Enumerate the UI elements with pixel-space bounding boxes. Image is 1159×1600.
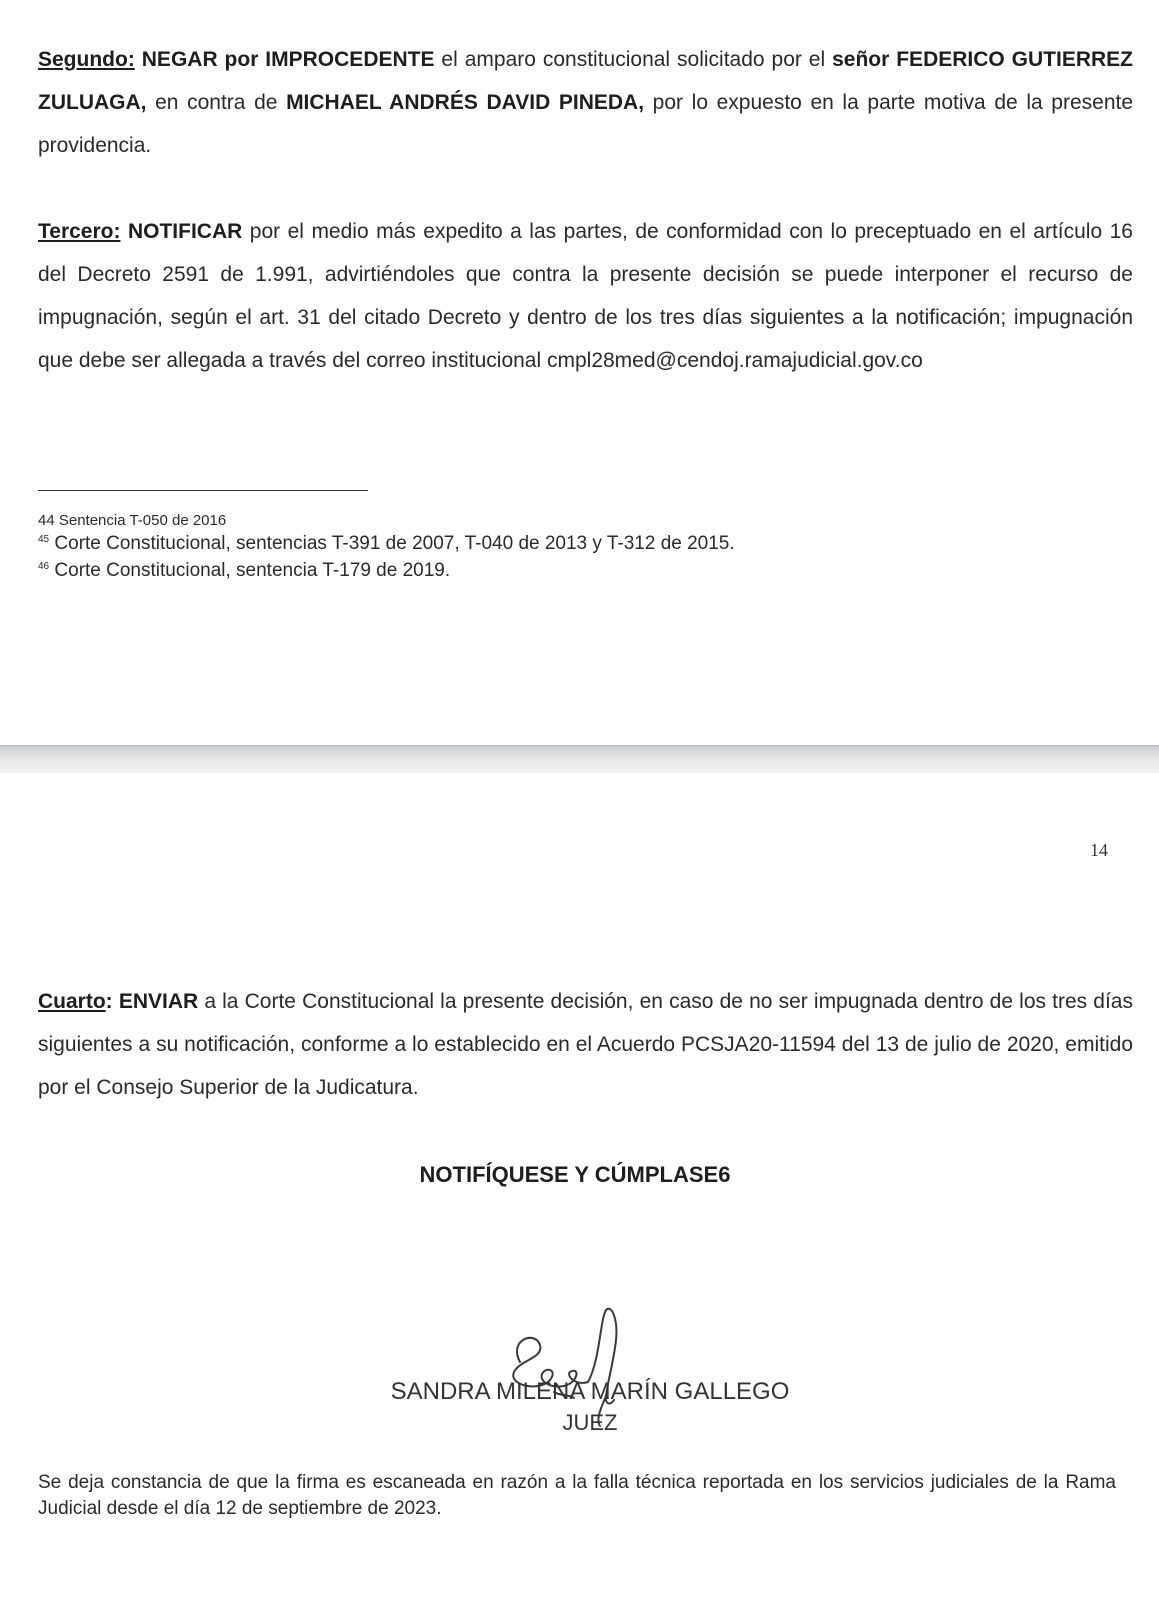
footnote-46 <box>38 560 450 582</box>
segundo-verb: NEGAR por IMPROCEDENTE <box>141 48 435 71</box>
cuarto-colon: : <box>105 990 119 1013</box>
footnote-44 <box>38 512 226 529</box>
signature-note: Se deja constancia de que la firma es escaneada en razón a la falla técnica reportada en los servicios judiciales de la Rama Judicial desde el día 12 de septiembre de 2023. <box>38 1472 1116 1519</box>
segundo-text-3: por lo expuesto en la parte motiva de la presente providencia. <box>38 91 1134 157</box>
tercero-verb: NOTIFICAR <box>127 220 243 243</box>
cuarto-verb: ENVIAR <box>118 990 199 1013</box>
paragraph-tercero <box>38 210 1133 382</box>
footnote-number: 45 <box>38 534 50 545</box>
segundo-text-1: el amparo constitucional solicitado por el <box>434 48 833 71</box>
footnote-text: Corte Constitucional, sentencias T-391 de 2007, T-040 de 2013 y T-312 de 2015. <box>49 533 735 554</box>
segundo-label: Segundo: <box>38 48 135 71</box>
footnote-text: Sentencia T-050 de 2016 <box>54 512 227 529</box>
defendant-name: MICHAEL ANDRÉS DAVID PINEDA, <box>286 91 645 114</box>
footnote-number: 46 <box>38 561 50 572</box>
footnote-number: 44 <box>38 512 55 529</box>
tercero-label: Tercero: <box>38 220 121 243</box>
signature-block <box>300 1300 850 1450</box>
paragraph-cuarto <box>38 980 1133 1109</box>
footnote-45 <box>38 533 735 555</box>
cuarto-label: Cuarto <box>38 990 106 1013</box>
judge-title: JUEZ <box>562 1410 618 1435</box>
plaintiff-name: señor FEDERICO GUTIERREZ ZULUAGA, <box>38 48 1134 114</box>
judge-name: SANDRA MILENA MARÍN GALLEGO <box>390 1378 790 1405</box>
page-break <box>0 745 1159 774</box>
cuarto-text: a la Corte Constitucional la presente decisión, en caso de no ser impugnada dentro de los tres días siguientes a su notificación, conforme a lo establecido en el Acuerdo PCSJA20-11594 del 13 de julio de 2020, emitido por el Consejo Superior de la Judicatura. <box>38 990 1133 1099</box>
segundo-text-2: en contra de <box>146 91 287 114</box>
page-number: 14 <box>1090 840 1108 860</box>
footnote-text: Corte Constitucional, sentencia T-179 de 2019. <box>49 560 451 581</box>
footnote-separator <box>38 490 368 491</box>
paragraph-segundo <box>38 38 1133 167</box>
document-page-upper <box>0 0 1159 745</box>
closing-heading: NOTIFÍQUESE Y CÚMPLASE6 <box>419 1162 731 1187</box>
tercero-text: por el medio más expedito a las partes, de conformidad con lo preceptuado en el artículo 16 del Decreto 2591 de 1.991, advirtiéndoles que contra la presente decisión se puede interponer el recurso de impugnación, según el art. 31 del citado Decreto y dentro de los tres días siguientes a la notificación; impugnación que debe ser allegada a través del correo institucional cmpl28med@cendoj.ramajudicial.gov.co <box>38 220 1133 372</box>
